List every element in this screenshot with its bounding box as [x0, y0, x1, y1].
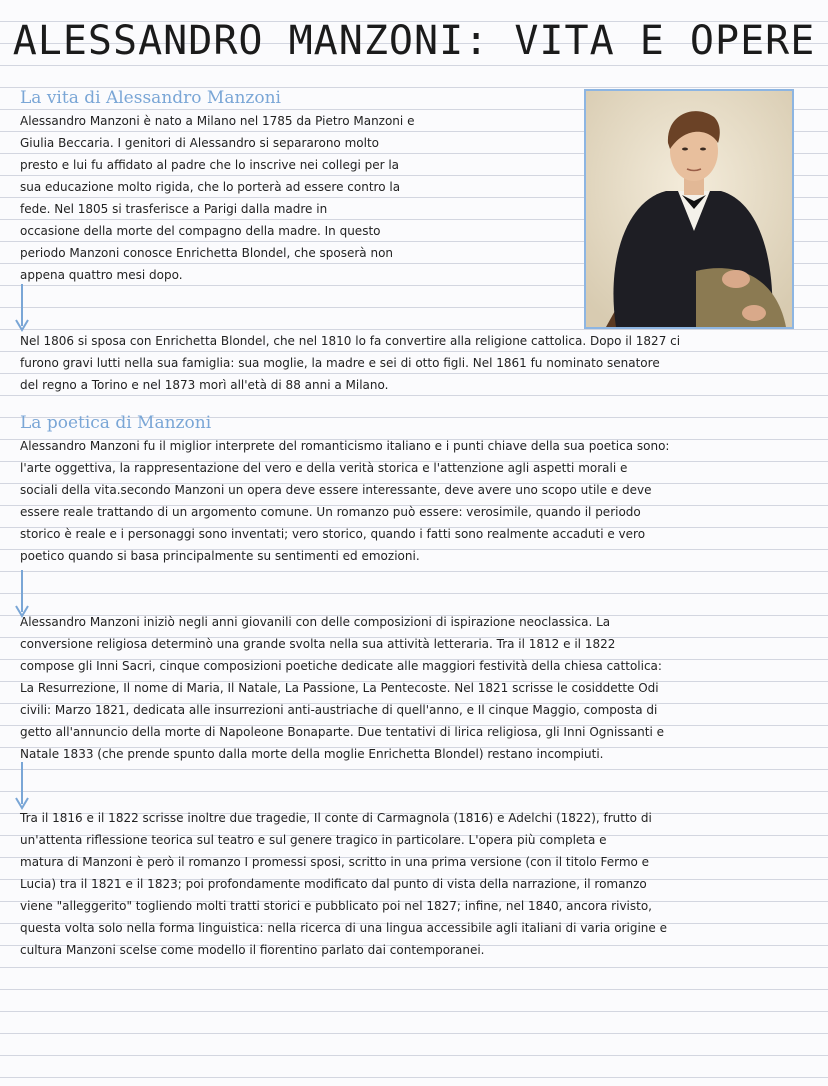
paragraph-poetica-1 — [20, 435, 669, 567]
section-heading-vita: La vita di Alessandro Manzoni — [20, 88, 281, 108]
text-line: Alessandro Manzoni fu il miglior interprete del romanticismo italiano e i punti chiave della sua poetica sono: — [20, 439, 670, 453]
arrow-down-icon — [14, 282, 30, 334]
text-line: periodo Manzoni conosce Enrichetta Blondel, che sposerà non — [20, 246, 394, 260]
text-line: La Resurrezione, Il nome di Maria, Il Natale, La Passione, La Pentecoste. Nel 1821 scrisse le cosiddette Odi — [20, 681, 659, 695]
text-line: Tra il 1816 e il 1822 scrisse inoltre due tragedie, Il conte di Carmagnola (1816) e Adelchi (1822), frutto di — [20, 811, 652, 825]
text-line: essere reale trattando di un argomento comune. Un romanzo può essere: verosimile, quando il periodo — [20, 505, 641, 519]
paragraph-poetica-2 — [20, 611, 664, 765]
text-line: del regno a Torino e nel 1873 morì all'età di 88 anni a Milano. — [20, 378, 389, 392]
paragraph-poetica-3 — [20, 807, 667, 961]
text-line: occasione della morte del compagno della madre. In questo — [20, 224, 381, 238]
text-line: getto all'annuncio della morte di Napoleone Bonaparte. Due tentativi di lirica religiosa, gli Inni Ognissanti e — [20, 725, 665, 739]
text-line: storico è reale e i personaggi sono inventati; vero storico, quando i fatti sono realmente accaduti e vero — [20, 527, 646, 541]
text-line: conversione religiosa determinò una grande svolta nella sua attività letteraria. Tra il 1812 e il 1822 — [20, 637, 616, 651]
text-line: civili: Marzo 1821, dedicata alle insurrezioni anti-austriache di quell'anno, e Il cinque Maggio, composta di — [20, 703, 658, 717]
text-line: appena quattro mesi dopo. — [20, 268, 183, 282]
text-line: Giulia Beccaria. I genitori di Alessandro si separarono molto — [20, 136, 379, 150]
portrait-image — [584, 89, 794, 329]
text-line: sociali della vita.secondo Manzoni un opera deve essere interessante, deve avere uno scopo utile e deve — [20, 483, 652, 497]
text-line: matura di Manzoni è però il romanzo I promessi sposi, scritto in una prima versione (con il titolo Fermo e — [20, 855, 650, 869]
paragraph-vita-2 — [20, 330, 680, 396]
text-line: Alessandro Manzoni iniziò negli anni giovanili con delle composizioni di ispirazione neoclassica. La — [20, 615, 611, 629]
arrow-down-icon — [14, 760, 30, 812]
paragraph-vita-1 — [20, 110, 575, 286]
portrait-illustration — [586, 91, 792, 327]
text-line: poetico quando si basa principalmente su sentimenti ed emozioni. — [20, 549, 420, 563]
section-heading-poetica: La poetica di Manzoni — [20, 413, 212, 433]
text-line: compose gli Inni Sacri, cinque composizioni poetiche dedicate alle maggiori festività della chiesa cattolica: — [20, 659, 662, 673]
text-line: Natale 1833 (che prende spunto dalla morte della moglie Enrichetta Blondel) restano incompiuti. — [20, 747, 604, 761]
text-line: fede. Nel 1805 si trasferisce a Parigi dalla madre in — [20, 202, 328, 216]
text-line: l'arte oggettiva, la rappresentazione del vero e della verità storica e l'attenzione agli aspetti morali e — [20, 461, 628, 475]
text-line: Lucia) tra il 1821 e il 1823; poi profondamente modificato dal punto di vista della narrazione, il romanzo — [20, 877, 647, 891]
page-title: ALESSANDRO MANZONI: VITA E OPERE — [12, 18, 816, 64]
text-line: un'attenta riflessione teorica sul teatro e sul genere tragico in particolare. L'opera più completa e — [20, 833, 607, 847]
text-line: presto e lui fu affidato al padre che lo inscrive nei collegi per la — [20, 158, 400, 172]
text-line: sua educazione molto rigida, che lo porterà ad essere contro la — [20, 180, 401, 194]
text-line: questa volta solo nella forma linguistica: nella ricerca di una lingua accessibile agli italiani di varia origine e — [20, 921, 667, 935]
text-line: furono gravi lutti nella sua famiglia: sua moglie, la madre e sei di otto figli. Nel 1861 fu nominato senatore — [20, 356, 660, 370]
text-line: Alessandro Manzoni è nato a Milano nel 1785 da Pietro Manzoni e — [20, 114, 415, 128]
text-line: viene "alleggerito" togliendo molti tratti storici e pubblicato poi nel 1827; infine, nel 1840, ancora rivisto, — [20, 899, 652, 913]
text-line: cultura Manzoni scelse come modello il fiorentino parlato dai contemporanei. — [20, 943, 485, 957]
text-line: Nel 1806 si sposa con Enrichetta Blondel, che nel 1810 lo fa convertire alla religione cattolica. Dopo il 1827 ci — [20, 334, 681, 348]
